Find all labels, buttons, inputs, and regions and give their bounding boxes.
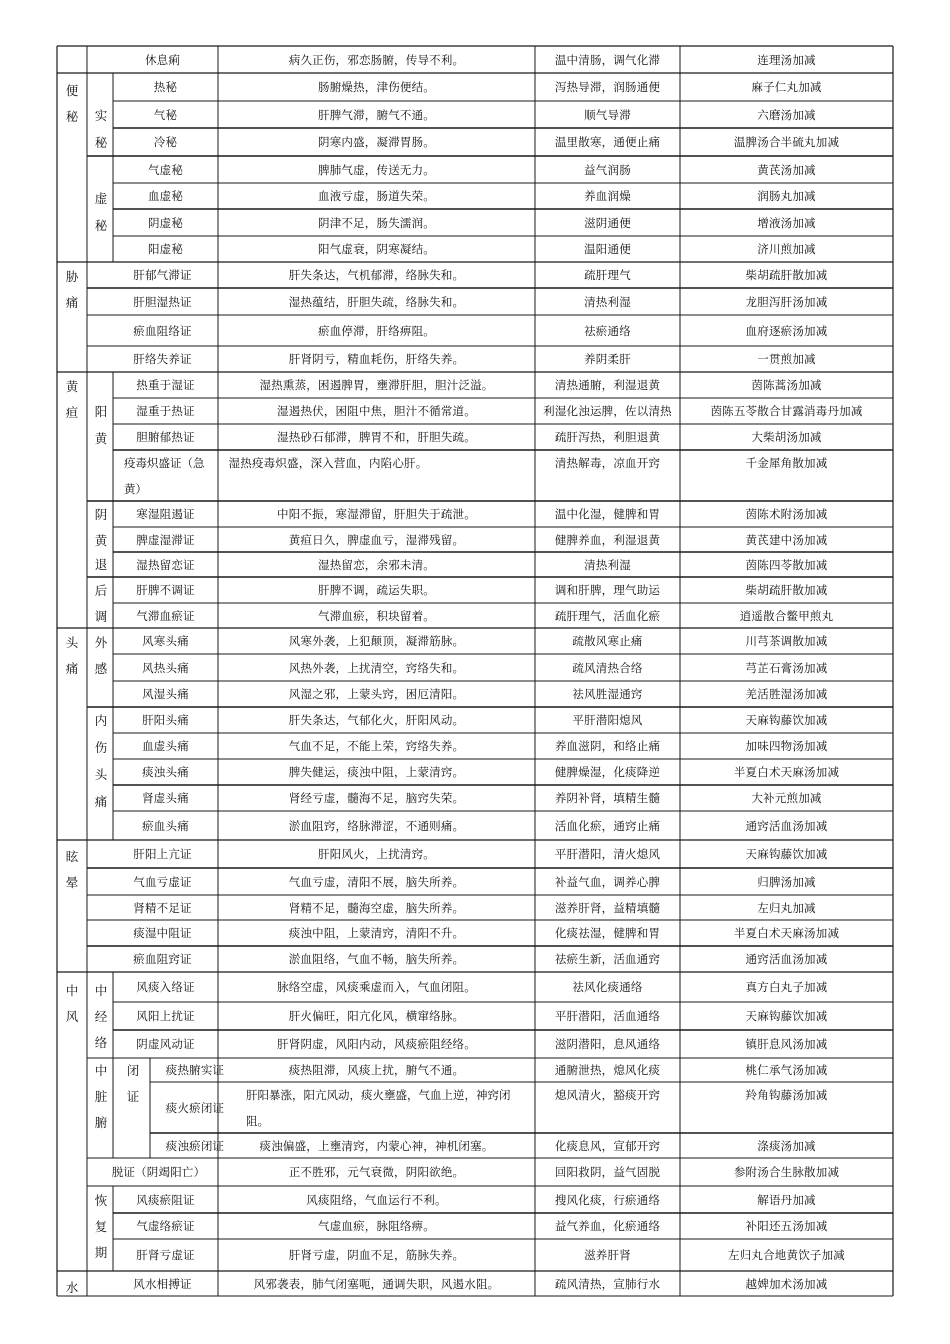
subgroup-label: 闭: [126, 1063, 140, 1078]
treatment-principle: 化痰息风，宣郁开窍: [554, 1138, 661, 1153]
pathogenesis-text: 湿热蕴结，肝胆失疏，络脉失和。: [288, 294, 465, 309]
subgroup-label: 退: [94, 557, 108, 572]
treatment-principle: 疏风清热合络: [572, 660, 643, 675]
disease-label: 晕: [65, 875, 79, 890]
treatment-principle: 健脾燥湿，化痰降逆: [554, 765, 661, 779]
treatment-principle: 益气润肠: [584, 162, 631, 177]
prescription: 镇肝息风汤加减: [745, 1037, 828, 1051]
prescription: 逍遥散合鳖甲煎丸: [739, 608, 834, 623]
pathogenesis-text: 肝肾阴虚，风阳内动，风痰瘀阻经络。: [277, 1037, 476, 1051]
treatment-principle: 平肝潜阳，活血通络: [554, 1009, 661, 1023]
pathogenesis-text: 痰热阻滞，风痰上扰，腑气不通。: [288, 1063, 465, 1077]
treatment-principle: 滋阴潜阳，息风通络: [554, 1037, 661, 1051]
pathogenesis-text: 阳气虚衰，阴寒凝结。: [318, 242, 435, 256]
pathogenesis-text: 痰浊偏盛，上壅清窍，内蒙心神，神机闭塞。: [259, 1138, 494, 1153]
pathogenesis-text: 脾肺气虚，传送无力。: [318, 162, 435, 177]
pathogenesis-text: 肝脾气滞，腑气不通。: [318, 107, 435, 122]
pathogenesis-text: 湿热熏蒸，困遏脾胃，壅滞肝胆，胆汁泛溢。: [259, 378, 494, 392]
pathogenesis-text: 淤血阻窍，络脉滞涩，不通则痛。: [288, 818, 465, 833]
pathogenesis-text: 湿热留恋，余邪未清。: [318, 557, 435, 572]
subgroup-label: 调: [94, 609, 108, 624]
subgroup-label: 中: [94, 1063, 108, 1078]
prescription: 左归丸合地黄饮子加减: [728, 1248, 845, 1262]
prescription: 柴胡疏肝散加减: [745, 583, 828, 597]
pathogenesis-text: 风邪袭表，肺气闭塞呃，通调失职，风遏水阻。: [253, 1276, 500, 1291]
subgroup-label: 秘: [94, 135, 108, 150]
disease-label: 风: [65, 1009, 79, 1024]
prescription: 增液汤加减: [757, 215, 816, 230]
prescription: 川芎茶调散加减: [745, 634, 828, 648]
pathogenesis-text: 湿热砂石郁滞，脾胃不和，肝胆失疏。: [277, 430, 476, 444]
prescription: 归脾汤加减: [757, 874, 816, 889]
prescription: 半夏白术天麻汤加减: [733, 926, 840, 940]
prescription: 柴胡疏肝散加减: [745, 268, 828, 282]
treatment-principle: 补益气血，调养心脾: [554, 874, 661, 889]
subgroup-label: 黄: [94, 533, 108, 548]
treatment-principle: 温中化湿，健脾和胃: [554, 507, 661, 521]
syndrome-name: 疫毒炽盛证（急黄）: [124, 456, 205, 496]
prescription: 桃仁承气汤加减: [745, 1063, 828, 1077]
syndrome-name: 气虚络瘀证: [136, 1219, 195, 1233]
syndrome-name: 热秘: [153, 80, 178, 94]
treatment-principle: 利湿化浊运脾，佐以清热: [543, 404, 672, 418]
treatment-principle: 清热解毒，凉血开窍: [554, 456, 661, 470]
pathogenesis-text: 阴寒内盛，凝滞胃肠。: [318, 135, 435, 149]
pathogenesis-text: 风寒外袭，上犯颠顶，凝滞筋脉。: [288, 634, 465, 648]
prescription: 越婢加术汤加减: [745, 1276, 828, 1291]
pathogenesis-text: 肝阳暴涨，阳亢风动，痰火壅盛，气血上逆，神窍闭阻。: [246, 1088, 511, 1128]
treatment-principle: 疏肝理气，活血化瘀: [554, 608, 661, 623]
syndrome-name: 阳虚秘: [147, 242, 184, 256]
pathogenesis-text: 瘀血停滞，肝络痹阻。: [318, 323, 435, 338]
syndrome-name: 冷秘: [153, 135, 178, 149]
syndrome-name: 气虚秘: [147, 162, 184, 177]
syndrome-name: 瘀血头痛: [142, 818, 189, 833]
treatment-principle: 回阳救阴，益气固脱: [554, 1165, 661, 1179]
prescription: 通窍活血汤加减: [745, 952, 828, 966]
pathogenesis-text: 正不胜邪，元气衰微，阴阳欲绝。: [288, 1165, 465, 1179]
treatment-principle: 温阳通便: [584, 242, 631, 256]
syndrome-name: 肝肾亏虚证: [136, 1248, 195, 1262]
subgroup-label: 中: [94, 983, 108, 998]
subgroup-label: 脏: [94, 1089, 108, 1104]
syndrome-name: 肝胆湿热证: [133, 294, 192, 309]
subgroup-label: 腑: [94, 1115, 108, 1130]
subgroup-label: 外: [94, 635, 108, 650]
disease-label: 眩: [65, 849, 79, 864]
treatment-principle: 顺气导滞: [584, 107, 631, 122]
treatment-principle: 化痰祛湿，健脾和胃: [554, 926, 661, 940]
treatment-principle: 泻热导滞，润肠通便: [554, 80, 661, 94]
syndrome-name: 血虚秘: [147, 189, 184, 203]
syndrome-name: 气血亏虚证: [133, 874, 192, 889]
treatment-principle: 健脾养血，利湿退黄: [554, 532, 661, 547]
subgroup-label: 伤: [94, 740, 108, 755]
syndrome-name: 痰热腑实证: [165, 1063, 225, 1077]
pathogenesis-text: 肝肾阴亏，精血耗伤，肝络失养。: [288, 352, 465, 366]
prescription: 润肠丸加减: [757, 189, 816, 203]
treatment-principle: 祛瘀通络: [584, 323, 631, 338]
subgroup-label: 虚: [94, 191, 108, 206]
subgroup-label: 头: [94, 767, 108, 782]
syndrome-name: 血虚头痛: [142, 739, 189, 753]
syndrome-name: 肝阳头痛: [142, 713, 189, 727]
syndrome-name: 瘀血阻窍证: [133, 952, 192, 966]
prescription: 茵陈蒿汤加减: [751, 378, 822, 392]
syndrome-name: 痰浊瘀闭证: [165, 1138, 225, 1153]
prescription: 天麻钩藤饮加减: [745, 713, 828, 727]
syndrome-name: 风痰瘀阻证: [136, 1192, 195, 1207]
syndrome-name: 阴虚风动证: [136, 1037, 195, 1051]
pathogenesis-text: 肝失条达，气机郁滞，络脉失和。: [288, 268, 465, 282]
syndrome-name: 肝阳上亢证: [133, 847, 192, 861]
treatment-principle: 祛风胜湿通窍: [572, 687, 643, 701]
prescription: 天麻钩藤饮加减: [745, 1009, 828, 1023]
prescription: 芎芷石膏汤加减: [745, 660, 828, 675]
syndrome-name: 气秘: [153, 107, 178, 122]
pathogenesis-text: 血液亏虚，肠道失荣。: [318, 189, 435, 203]
treatment-principle: 养阴柔肝: [584, 352, 631, 366]
pathogenesis-text: 气虚血瘀，脉阻络痹。: [318, 1219, 435, 1233]
disease-label: 疸: [65, 405, 79, 420]
prescription: 千金犀角散加减: [745, 456, 828, 470]
treatment-principle: 养阴补肾，填精生髓: [554, 791, 661, 805]
prescription: 济川煎加减: [757, 242, 816, 256]
subgroup-label: 后: [94, 583, 108, 598]
syndrome-name: 痰火瘀闭证: [165, 1100, 225, 1115]
treatment-principle: 养血滋阴，和络止痛: [554, 739, 661, 753]
disease-label: 痛: [65, 295, 79, 310]
syndrome-name: 肾虚头痛: [142, 791, 189, 805]
pathogenesis-text: 病久正伤，邪恋肠腑，传导不利。: [288, 52, 465, 67]
treatment-principle: 养血润燥: [584, 189, 631, 203]
syndrome-name: 肝络失养证: [133, 352, 192, 366]
treatment-principle: 祛风化痰通络: [572, 980, 643, 994]
prescription: 羌活胜湿汤加减: [745, 687, 828, 701]
disease-label: 黄: [65, 379, 79, 394]
disease-label: 秘: [65, 109, 79, 124]
syndrome-name: 风水相搏证: [133, 1276, 192, 1291]
pathogenesis-text: 脾失健运，痰浊中阻，上蒙清窍。: [288, 765, 465, 779]
pathogenesis-text: 肝脾不调，疏运失职。: [318, 583, 435, 597]
prescription: 茵陈术附汤加减: [745, 507, 828, 521]
treatment-principle: 平肝潜阳，清火熄风: [554, 847, 661, 861]
treatment-principle: 温里散寒，通便止痛: [554, 135, 661, 149]
syndrome-name: 休息痢: [144, 52, 181, 67]
disease-label: 中: [65, 983, 79, 998]
prescription: 补阳还五汤加减: [745, 1219, 828, 1233]
disease-label: 头: [65, 635, 79, 650]
treatment-principle: 清热通腑，利湿退黄: [554, 378, 661, 392]
prescription: 解语丹加减: [757, 1192, 816, 1207]
pathogenesis-text: 风湿之邪，上蒙头窍，困厄清阳。: [288, 687, 465, 701]
prescription: 大补元煎加减: [751, 791, 822, 805]
treatment-principle: 疏肝泻热，利胆退黄: [554, 430, 661, 444]
subgroup-label: 黄: [94, 431, 108, 446]
prescription: 茵陈五苓散合甘露消毒丹加减: [710, 404, 863, 418]
treatment-principle: 平肝潜阳熄风: [572, 713, 643, 727]
prescription: 羚角钩藤汤加减: [745, 1088, 828, 1102]
subgroup-label: 络: [94, 1035, 108, 1050]
prescription: 温脾汤合半硫丸加减: [733, 135, 840, 149]
prescription: 血府逐瘀汤加减: [745, 323, 828, 338]
pathogenesis-text: 肝失条达，气郁化火，肝阳风动。: [288, 713, 465, 727]
prescription: 龙胆泻肝汤加减: [745, 294, 828, 309]
treatment-principle: 活血化瘀，通窍止痛: [554, 818, 661, 833]
syndrome-name: 瘀血阻络证: [133, 323, 192, 338]
syndrome-name: 湿重于热证: [136, 404, 195, 418]
syndrome-name: 肝郁气滞证: [133, 268, 192, 282]
syndrome-name: 寒湿阻遏证: [136, 507, 195, 521]
pathogenesis-text: 中阳不振，寒湿滞留，肝胆失于疏泄。: [277, 507, 476, 521]
treatment-principle: 搜风化痰，行瘀通络: [554, 1192, 661, 1207]
disease-label: 痛: [65, 661, 79, 676]
pathogenesis-text: 气血亏虚，清阳不展，脑失所养。: [288, 874, 465, 889]
pathogenesis-text: 风热外袭，上扰清空，窍络失和。: [288, 660, 465, 675]
syndrome-name: 痰湿中阻证: [133, 926, 192, 940]
syndrome-name: 气滞血瘀证: [136, 608, 195, 623]
treatment-principle: 疏风清热，宣肺行水: [554, 1276, 661, 1291]
treatment-principle: 清热利湿: [584, 557, 631, 572]
pathogenesis-text: 脉络空虚，风痰乘虚而入，气血闭阻。: [277, 980, 476, 994]
syndrome-name: 风痰入络证: [136, 980, 195, 994]
prescription: 连理汤加减: [757, 52, 816, 67]
syndrome-name: 热重于湿证: [136, 378, 195, 392]
syndrome-name: 风寒头痛: [142, 634, 189, 648]
subgroup-label: 复: [94, 1219, 108, 1234]
prescription: 左归丸加减: [757, 900, 816, 915]
subgroup-label: 实: [94, 108, 108, 123]
pathogenesis-text: 肠腑燥热，津伤便结。: [318, 80, 435, 94]
treatment-principle: 益气养血，化瘀通络: [554, 1219, 661, 1233]
syndrome-name: 脱证（阴竭阳亡）: [111, 1165, 206, 1179]
pathogenesis-text: 肝肾亏虚，阴血不足，筋脉失养。: [288, 1248, 465, 1262]
prescription: 半夏白术天麻汤加减: [733, 765, 840, 779]
treatment-principle: 疏散风寒止痛: [572, 634, 643, 648]
subgroup-label: 秘: [94, 218, 108, 233]
disease-label: 便: [65, 83, 79, 98]
treatment-principle: 疏肝理气: [584, 268, 631, 282]
subgroup-label: 证: [126, 1089, 140, 1104]
pathogenesis-text: 痰浊中阻，上蒙清窍，清阳不升。: [288, 926, 465, 940]
syndrome-name: 风热头痛: [142, 660, 189, 675]
treatment-principle: 调和肝脾，理气助运: [554, 583, 661, 597]
pathogenesis-text: 阴津不足，肠失濡润。: [318, 215, 435, 230]
pathogenesis-text: 气滞血瘀，积块留着。: [318, 608, 435, 623]
syndrome-name: 脾虚湿滞证: [136, 532, 195, 547]
treatment-principle: 清热利湿: [584, 294, 631, 309]
syndrome-name: 肾精不足证: [133, 900, 192, 915]
disease-label: 胁: [65, 269, 79, 284]
prescription: 涤痰汤加减: [757, 1138, 816, 1153]
prescription: 大柴胡汤加减: [751, 430, 822, 444]
subgroup-label: 阴: [94, 507, 108, 522]
treatment-principle: 通腑泄热，熄风化痰: [554, 1063, 661, 1077]
treatment-principle: 滋阴通便: [584, 215, 631, 230]
subgroup-label: 阳: [94, 404, 108, 419]
prescription: 参附汤合生脉散加减: [733, 1165, 840, 1179]
treatment-principle: 滋养肝肾，益精填髓: [554, 900, 661, 915]
prescription: 麻子仁丸加减: [751, 80, 822, 94]
treatment-principle: 滋养肝肾: [584, 1248, 631, 1262]
syndrome-name: 湿热留恋证: [136, 557, 195, 572]
prescription: 真方白丸子加减: [745, 980, 828, 994]
prescription: 天麻钩藤饮加减: [745, 847, 828, 861]
syndrome-name: 风阳上扰证: [136, 1009, 195, 1023]
treatment-principle: 熄风清火，豁痰开窍: [554, 1088, 661, 1102]
prescription: 加味四物汤加减: [745, 739, 828, 753]
subgroup-label: 期: [94, 1245, 108, 1260]
pathogenesis-text: 淤血阻络，气血不畅，脑失所养。: [288, 952, 465, 966]
syndrome-name: 肝脾不调证: [136, 583, 195, 597]
prescription: 黄芪汤加减: [757, 162, 816, 177]
pathogenesis-text: 气血不足，不能上荣，窍络失养。: [288, 739, 465, 753]
pathogenesis-text: 肾经亏虚，髓海不足，脑窍失荣。: [288, 791, 465, 805]
prescription: 六磨汤加减: [757, 107, 816, 122]
prescription: 黄芪建中汤加减: [745, 532, 828, 547]
syndrome-name: 阴虚秘: [147, 215, 184, 230]
subgroup-label: 感: [94, 661, 108, 676]
pathogenesis-text: 湿热疫毒炽盛，深入营血，内陷心肝。: [228, 456, 428, 470]
pathogenesis-text: 肝火偏旺，阳亢化风，横窜络脉。: [288, 1009, 465, 1023]
syndrome-name: 痰浊头痛: [142, 765, 189, 779]
treatment-principle: 祛瘀生新，活血通窍: [554, 952, 661, 966]
subgroup-label: 痛: [94, 794, 108, 809]
pathogenesis-text: 肾精不足，髓海空虚，脑失所养。: [288, 900, 465, 915]
prescription: 茵陈四苓散加减: [745, 557, 828, 572]
subgroup-label: 内: [94, 713, 108, 728]
syndrome-name: 风湿头痛: [142, 687, 189, 701]
prescription: 一贯煎加减: [757, 352, 816, 366]
pathogenesis-text: 黄疸日久，脾虚血亏，湿滞残留。: [288, 532, 465, 547]
prescription: 通窍活血汤加减: [745, 818, 828, 833]
disease-label: 水: [65, 1280, 79, 1295]
pathogenesis-text: 肝阳风火，上扰清窍。: [318, 847, 435, 861]
syndrome-name: 胆腑郁热证: [136, 430, 195, 444]
pathogenesis-text: 湿遏热伏，困阻中焦，胆汁不循常道。: [277, 404, 476, 418]
subgroup-label: 经: [94, 1009, 108, 1024]
treatment-principle: 温中清肠，调气化滞: [554, 52, 661, 67]
pathogenesis-text: 风痰阻络，气血运行不利。: [306, 1192, 447, 1207]
subgroup-label: 恢: [94, 1193, 108, 1208]
